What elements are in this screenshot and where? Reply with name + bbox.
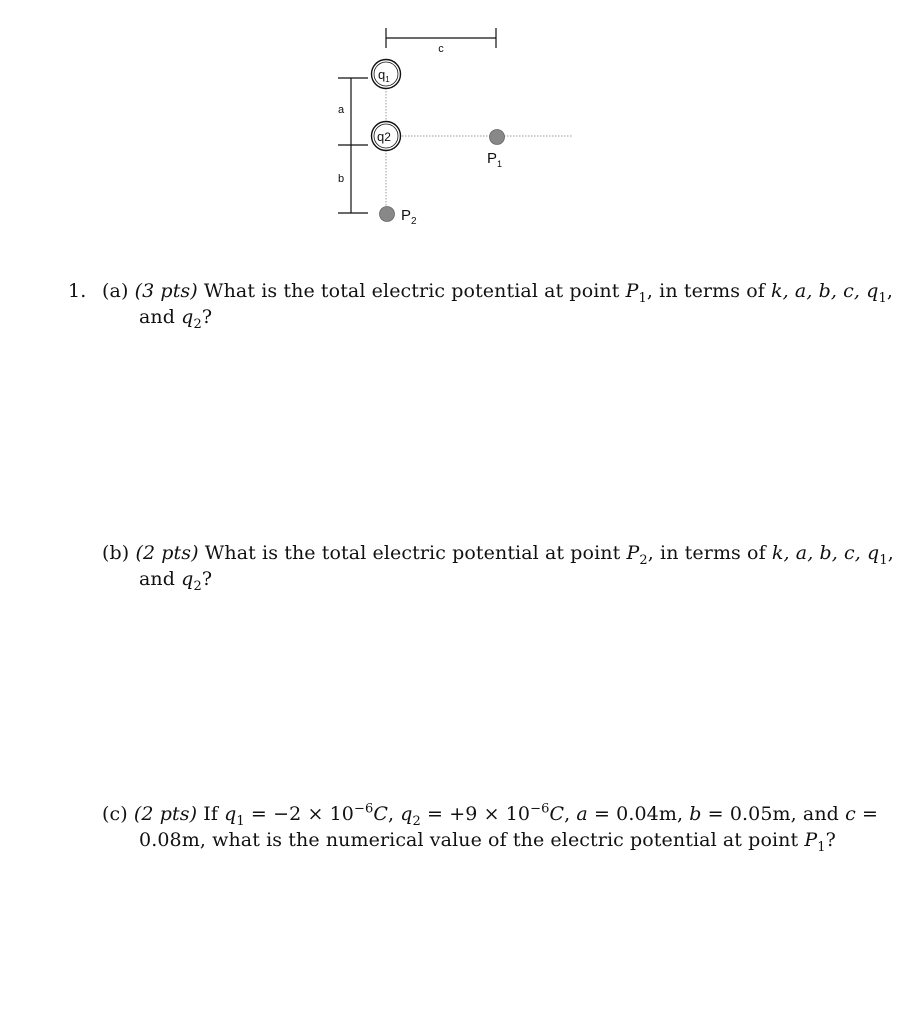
svg-text:q2 [377,129,391,144]
part-c-a: a [576,803,588,825]
dimension-a-b [338,78,368,213]
part-c-q1-sub: 1 [236,813,245,829]
part-c-q1-eq: = −2 × 10 [244,803,354,825]
part-b-q2: q [181,568,194,590]
q1-subscript: 1 [385,75,390,84]
part-a-vars: k, a, b, c, q [771,280,879,302]
part-b-line-1 [102,540,894,568]
part-a-q2-sub: 2 [193,316,202,332]
part-b-q2-sub: 2 [193,578,202,594]
part-c-q1-exp: −6 [353,801,374,817]
point-p1 [487,130,505,170]
part-a-q2: q [181,306,194,328]
part-b-points: (2 pts) [135,542,199,564]
part-b-text-after: , in terms of [647,542,772,564]
part-b-label: (b) [102,542,130,564]
part-c-points: (2 pts) [133,803,198,825]
part-b-end: ? [201,568,213,590]
part-a-end: ? [201,306,213,328]
part-c-label: (c) [102,803,128,825]
part-b-line-2 [102,566,862,592]
part-c-q2-unit: C [549,803,565,825]
part-c-q2-sub: 2 [412,813,421,829]
part-c-sep2: , [564,803,577,825]
label-a: a [337,104,345,116]
part-b-and: and [139,568,182,590]
svg-text:P2 [401,207,417,227]
part-c-q2-eq: = +9 × 10 [420,803,531,825]
charge-diagram-svg [0,0,923,260]
part-c-end: ? [825,829,836,851]
part-b-text: What is the total electric potential at point [198,542,627,564]
part-c-q2-exp: −6 [530,801,550,817]
dimension-c [386,28,496,55]
part-c-b: b [689,803,702,825]
part-a-line-1 [102,278,893,306]
part-c-q1-unit: C [373,803,388,825]
part-c-q1: q [224,803,237,825]
problem-number: 1. [68,280,87,302]
q2-label: q [377,129,385,144]
part-b [102,540,894,594]
part-a-point: P [625,280,639,302]
part-c-b-eq: = 0.05m, and [701,803,846,825]
part-a-points: (3 pts) [134,280,198,302]
q2-subscript: 2 [384,130,391,144]
part-c-point: P [804,829,818,851]
part-c-point-sub: 1 [817,839,826,855]
part-a-and: and [139,306,182,328]
part-a-comma: , [886,280,893,302]
part-c-if: If [197,803,225,825]
part-c-line-2 [102,827,862,853]
part-a-label: (a) [102,280,129,302]
part-a [102,278,893,332]
part-b-vars-sub: 1 [879,552,888,568]
part-a-point-sub: 1 [638,290,647,306]
p2-label: P [401,207,412,224]
part-c-line2-text: 0.08m, what is the numerical value of the electric potential at point [139,829,805,851]
dotted-lines [386,88,572,208]
part-b-point-sub: 2 [639,552,648,568]
part-a-text: What is the total electric potential at point [197,280,626,302]
part-c-a-eq: = 0.04m, [587,803,690,825]
part-b-point: P [626,542,640,564]
svg-text:P1 [487,150,502,169]
label-c: c [438,43,444,55]
part-c-q2: q [400,803,413,825]
charge-q1 [372,60,401,89]
part-b-comma: , [887,542,894,564]
p2-subscript: 2 [411,216,417,227]
point-p2 [380,207,418,228]
part-a-line-2 [102,304,862,330]
part-c-line-1 [102,801,879,829]
charge-q2 [372,122,401,151]
part-a-text-after: , in terms of [646,280,772,302]
label-b: b [337,173,345,185]
part-a-vars-sub: 1 [878,290,887,306]
part-c [102,801,879,855]
part-c-sep1: , [388,803,401,825]
part-c-c: c [845,803,856,825]
part-b-vars: k, a, b, c, q [771,542,880,564]
charge-diagram [0,0,923,260]
part-c-c-eq: = [855,803,879,825]
q1-label: q [378,67,386,82]
p1-subscript: 1 [497,159,503,169]
p1-label: P [487,150,498,167]
